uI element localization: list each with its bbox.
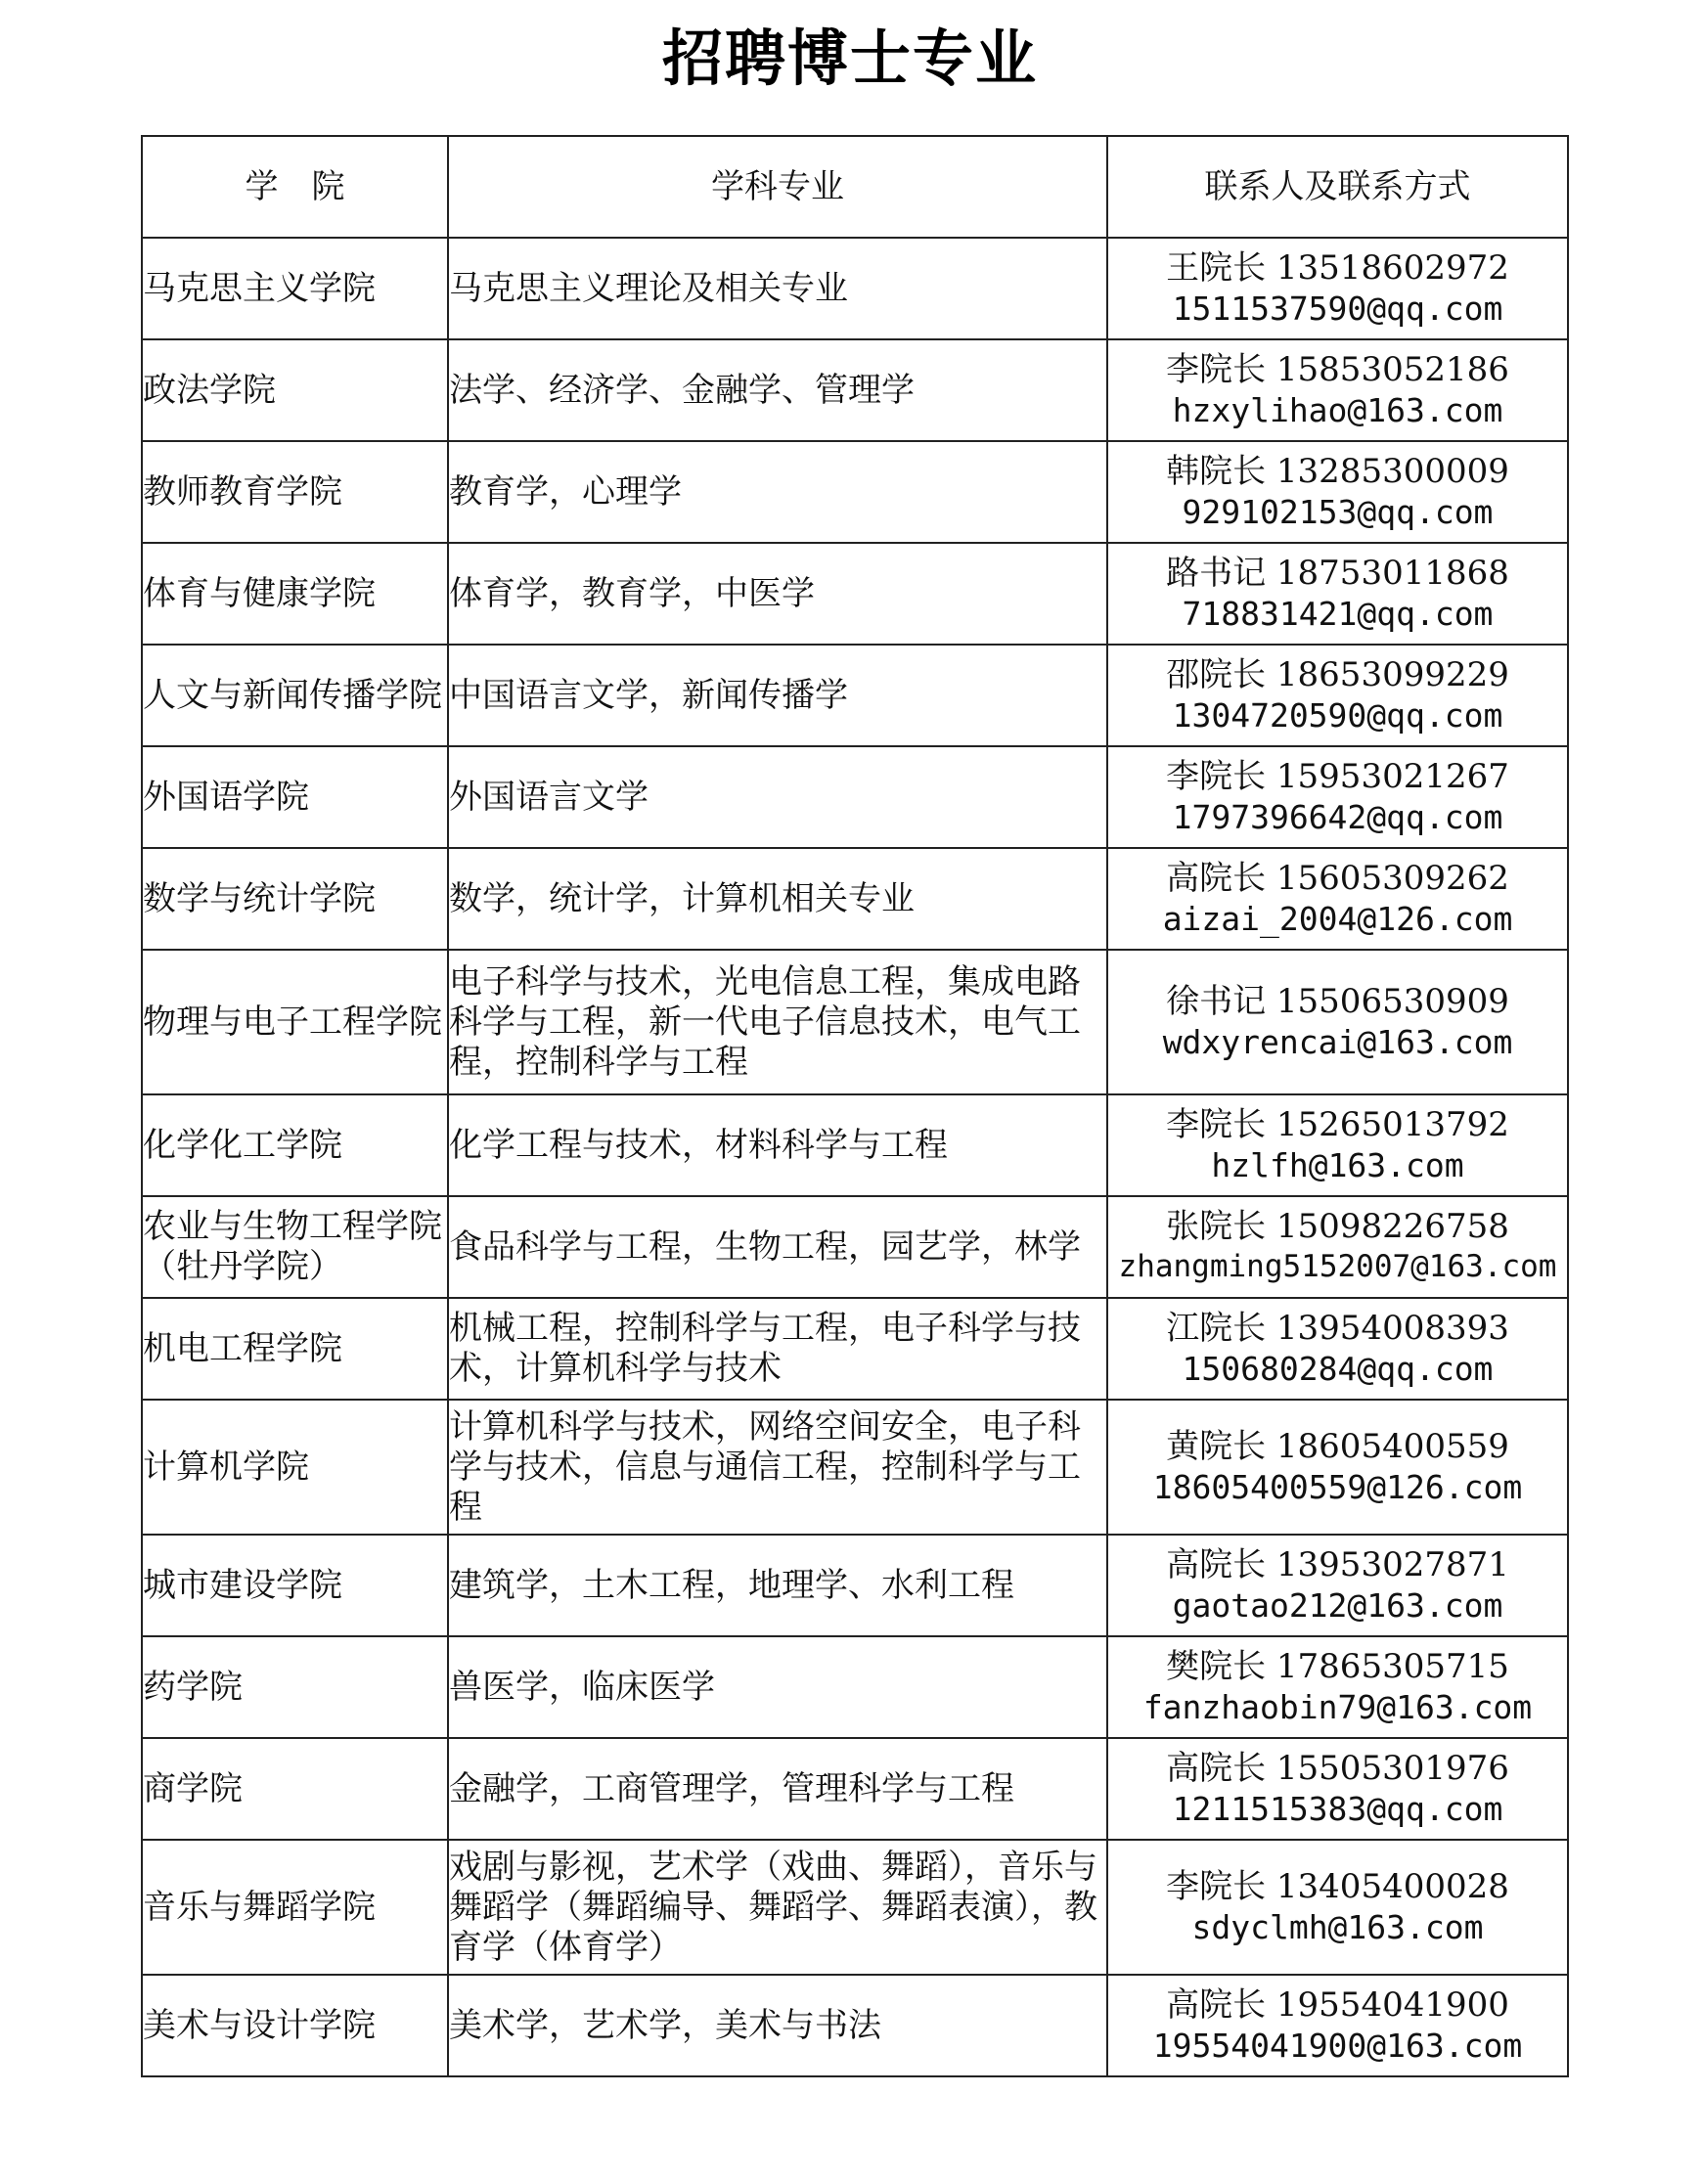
major-cell: 外国语言文学: [448, 746, 1107, 848]
major-cell: 机械工程，控制科学与工程，电子科学与技术，计算机科学与技术: [448, 1298, 1107, 1400]
table-row: [142, 746, 1568, 848]
college-cell: 音乐与舞蹈学院: [142, 1840, 448, 1975]
contact-email[interactable]: zhangming5152007@163.com: [1118, 1249, 1557, 1284]
major-cell: 马克思主义理论及相关专业: [448, 238, 1107, 339]
college-cell: 教师教育学院: [142, 441, 448, 543]
college-cell: 计算机学院: [142, 1400, 448, 1535]
contact-name: 李院长 15265013792: [1166, 1105, 1509, 1144]
table-row: [142, 1298, 1568, 1400]
college-cell: 机电工程学院: [142, 1298, 448, 1400]
major-cell: 计算机科学与技术，网络空间安全，电子科学与技术，信息与通信工程，控制科学与工程: [448, 1400, 1107, 1535]
college-cell: 农业与生物工程学院（牡丹学院）: [142, 1196, 448, 1298]
major-cell: 电子科学与技术，光电信息工程，集成电路科学与工程，新一代电子信息技术，电气工程，控制科学与工程: [448, 950, 1107, 1094]
college-cell: 数学与统计学院: [142, 848, 448, 950]
major-cell: 教育学，心理学: [448, 441, 1107, 543]
contact-cell: [1107, 1840, 1568, 1975]
contact-name: 高院长 15505301976: [1166, 1749, 1509, 1788]
contact-cell: [1107, 1298, 1568, 1400]
table-row: [142, 339, 1568, 441]
table-row: [142, 1975, 1568, 2076]
contact-cell: [1107, 543, 1568, 645]
contact-cell: [1107, 441, 1568, 543]
contact-name: 王院长 13518602972: [1166, 248, 1509, 288]
table-row: [142, 441, 1568, 543]
contact-name: 韩院长 13285300009: [1166, 452, 1509, 491]
contact-name: 江院长 13954008393: [1166, 1309, 1509, 1348]
contact-email[interactable]: 1511537590@qq.com: [1172, 290, 1503, 328]
contact-cell: [1107, 1196, 1568, 1298]
contact-email[interactable]: 718831421@qq.com: [1182, 595, 1494, 633]
page-title: 招聘博士专业: [661, 22, 1038, 94]
major-cell: 美术学，艺术学，美术与书法: [448, 1975, 1107, 2076]
table-row: [142, 1094, 1568, 1196]
contact-cell: [1107, 1975, 1568, 2076]
major-cell: 建筑学，土木工程，地理学、水利工程: [448, 1535, 1107, 1636]
contact-cell: [1107, 848, 1568, 950]
college-cell: 体育与健康学院: [142, 543, 448, 645]
contact-cell: [1107, 645, 1568, 746]
major-cell: 法学、经济学、金融学、管理学: [448, 339, 1107, 441]
college-cell: 政法学院: [142, 339, 448, 441]
major-cell: 化学工程与技术，材料科学与工程: [448, 1094, 1107, 1196]
table-row: [142, 238, 1568, 339]
contact-email[interactable]: 19554041900@163.com: [1152, 2027, 1523, 2065]
header-contact: 联系人及联系方式: [1107, 136, 1568, 238]
college-cell: 马克思主义学院: [142, 238, 448, 339]
college-cell: 美术与设计学院: [142, 1975, 448, 2076]
table-row: [142, 848, 1568, 950]
header-major: 学科专业: [448, 136, 1107, 238]
contact-email[interactable]: 1211515383@qq.com: [1172, 1790, 1503, 1828]
header-college: 学 院: [142, 136, 448, 238]
contact-cell: [1107, 238, 1568, 339]
contact-cell: [1107, 1636, 1568, 1738]
college-cell: 化学化工学院: [142, 1094, 448, 1196]
contact-email[interactable]: hzxylihao@163.com: [1172, 391, 1503, 429]
contact-cell: [1107, 950, 1568, 1094]
contact-email[interactable]: 150680284@qq.com: [1182, 1350, 1494, 1388]
contact-name: 李院长 15953021267: [1166, 757, 1509, 796]
contact-email[interactable]: 1304720590@qq.com: [1172, 696, 1503, 735]
contact-cell: [1107, 1400, 1568, 1535]
contact-email[interactable]: gaotao212@163.com: [1172, 1586, 1503, 1625]
contact-name: 李院长 13405400028: [1166, 1867, 1509, 1906]
contact-name: 李院长 15853052186: [1166, 350, 1509, 389]
contact-email[interactable]: aizai_2004@126.com: [1162, 900, 1513, 938]
contact-name: 徐书记 15506530909: [1166, 982, 1509, 1021]
major-cell: 体育学，教育学，中医学: [448, 543, 1107, 645]
contact-email[interactable]: 1797396642@qq.com: [1172, 798, 1503, 836]
contact-cell: [1107, 1535, 1568, 1636]
contact-email[interactable]: hzlfh@163.com: [1211, 1146, 1464, 1184]
contact-email[interactable]: wdxyrencai@163.com: [1162, 1023, 1513, 1061]
table-row: [142, 1400, 1568, 1535]
contact-cell: [1107, 339, 1568, 441]
college-cell: 城市建设学院: [142, 1535, 448, 1636]
recruitment-table: [141, 135, 1569, 2077]
table-row: [142, 543, 1568, 645]
college-cell: 商学院: [142, 1738, 448, 1840]
table-row: [142, 950, 1568, 1094]
contact-name: 邵院长 18653099229: [1166, 655, 1509, 694]
major-cell: 兽医学，临床医学: [448, 1636, 1107, 1738]
major-cell: 食品科学与工程，生物工程，园艺学，林学: [448, 1196, 1107, 1298]
major-cell: 中国语言文学，新闻传播学: [448, 645, 1107, 746]
table-row: [142, 1738, 1568, 1840]
table-row: [142, 645, 1568, 746]
contact-email[interactable]: fanzhaobin79@163.com: [1142, 1688, 1533, 1726]
contact-name: 高院长 13953027871: [1166, 1545, 1509, 1584]
table-header-row: [142, 136, 1568, 238]
major-cell: 戏剧与影视，艺术学（戏曲、舞蹈），音乐与舞蹈学（舞蹈编导、舞蹈学、舞蹈表演），教育学（体育学）: [448, 1840, 1107, 1975]
table-row: [142, 1196, 1568, 1298]
table-row: [142, 1636, 1568, 1738]
contact-email[interactable]: 18605400559@126.com: [1152, 1468, 1523, 1506]
contact-cell: [1107, 1094, 1568, 1196]
contact-email[interactable]: 929102153@qq.com: [1182, 493, 1494, 531]
college-cell: 人文与新闻传播学院: [142, 645, 448, 746]
contact-email[interactable]: sdyclmh@163.com: [1191, 1908, 1484, 1946]
college-cell: 药学院: [142, 1636, 448, 1738]
major-cell: 金融学，工商管理学，管理科学与工程: [448, 1738, 1107, 1840]
contact-name: 黄院长 18605400559: [1166, 1427, 1509, 1466]
college-cell: 外国语学院: [142, 746, 448, 848]
college-cell: 物理与电子工程学院: [142, 950, 448, 1094]
major-cell: 数学，统计学，计算机相关专业: [448, 848, 1107, 950]
contact-cell: [1107, 746, 1568, 848]
contact-name: 樊院长 17865305715: [1166, 1647, 1509, 1686]
contact-name: 高院长 15605309262: [1166, 859, 1509, 898]
table-row: [142, 1535, 1568, 1636]
table-row: [142, 1840, 1568, 1975]
contact-name: 高院长 19554041900: [1166, 1985, 1509, 2025]
contact-name: 路书记 18753011868: [1166, 554, 1509, 593]
contact-name: 张院长 15098226758: [1166, 1207, 1509, 1246]
contact-cell: [1107, 1738, 1568, 1840]
